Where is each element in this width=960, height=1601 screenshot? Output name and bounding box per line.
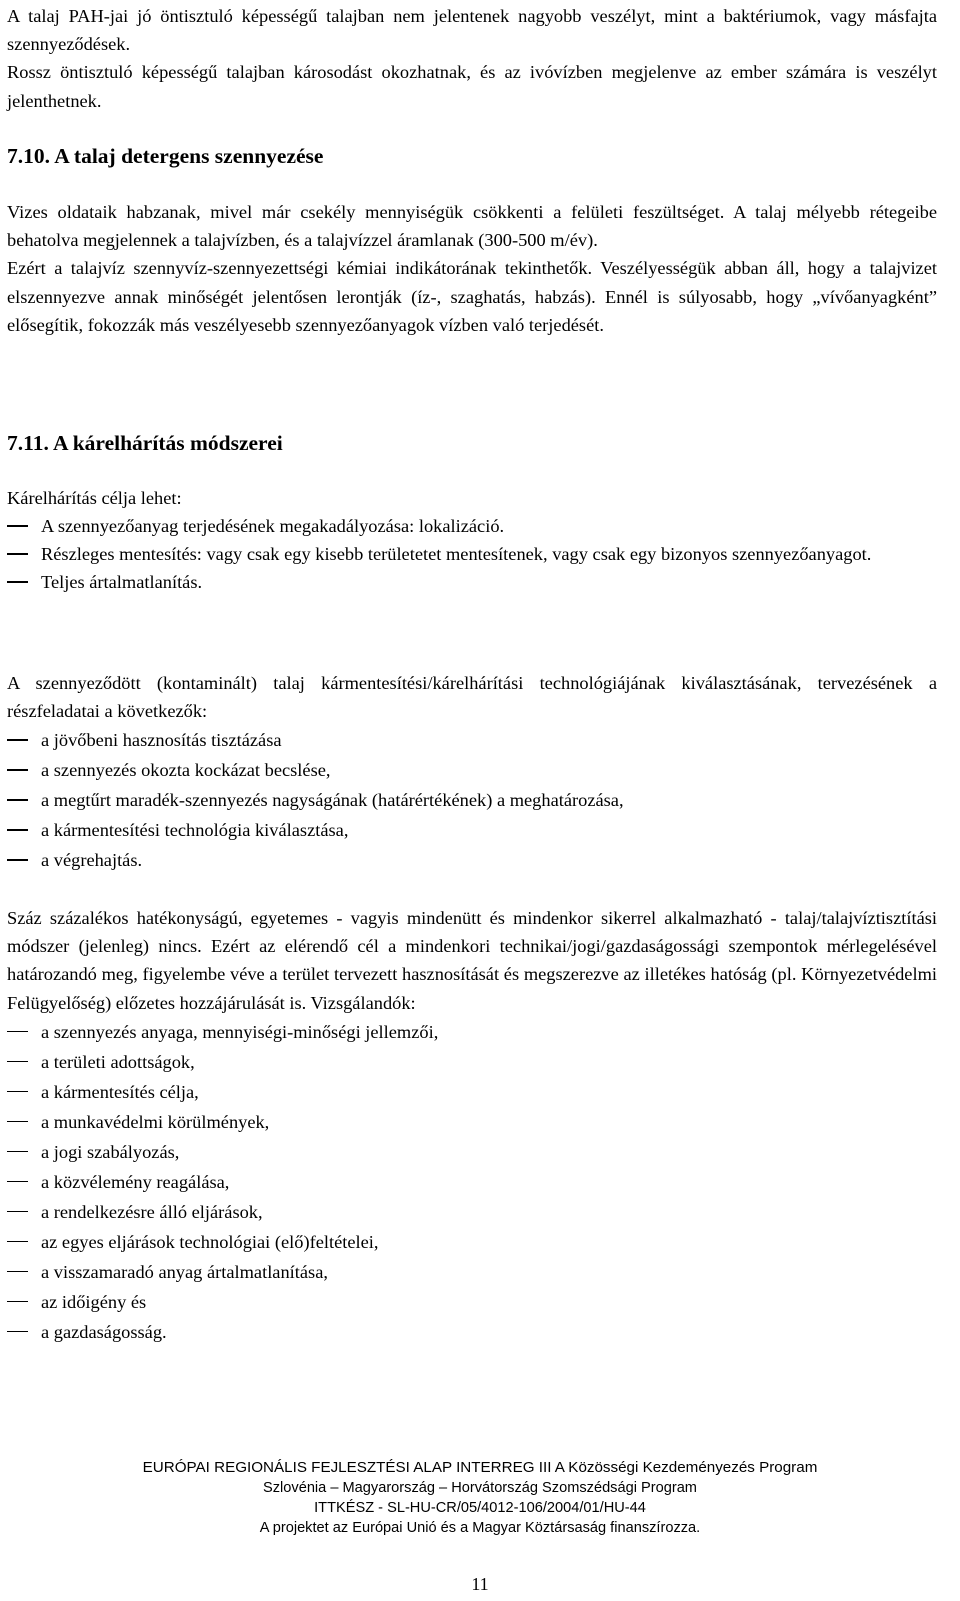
list-item: a kármentesítési technológia kiválasztása,	[7, 815, 937, 845]
list-item: a jogi szabályozás,	[7, 1137, 937, 1167]
remediation-goals-block	[7, 484, 937, 597]
list-item: a kármentesítés célja,	[7, 1077, 937, 1107]
list-item: a munkavédelmi körülmények,	[7, 1107, 937, 1137]
section-7-10-body	[7, 198, 937, 339]
intro-paragraph-1: A talaj PAH-jai jó öntisztuló képességű talajban nem jelentenek nagyobb veszélyt, mint a baktériumok, vagy másfajta szennyeződések.	[7, 6, 937, 55]
goals-list	[7, 512, 937, 596]
list-item: a rendelkezésre álló eljárások,	[7, 1197, 937, 1227]
list-item: a visszamaradó anyag ártalmatlanítása,	[7, 1257, 937, 1287]
list-item: az egyes eljárások technológiai (elő)feltételei,	[7, 1227, 937, 1257]
list-item: A szennyezőanyag terjedésének megakadályozása: lokalizáció.	[7, 512, 937, 540]
subtasks-list	[7, 725, 937, 875]
list-item: a jövőbeni hasznosítás tisztázása	[7, 725, 937, 755]
footer-program-line: EURÓPAI REGIONÁLIS FEJLESZTÉSI ALAP INTERREG III A Közösségi Kezdeményezés Program	[142, 1459, 818, 1476]
list-item: a területi adottságok,	[7, 1047, 937, 1077]
page-footer	[0, 1458, 960, 1538]
method-paragraph: Száz százalékos hatékonyságú, egyetemes - vagyis mindenütt és mindenkor sikerrel alkalmazható - talaj/talajvíztisztítási módszer (jelenleg) nincs. Ezért az elérendő cél a mindenkori technikai/jogi/gazdaságossági szempontok mérlegelésével határozandó meg, figyelembe véve a terület tervezett hasznosítását és megszerezve az illetékes hatóság (pl. Környezetvédelmi Felügyelőség) előzetes hozzájárulását is. Vizsgálandók:	[7, 908, 937, 1013]
list-item: a szennyezés okozta kockázat becslése,	[7, 755, 937, 785]
subtasks-block	[7, 669, 937, 875]
goals-intro: Kárelhárítás célja lehet:	[7, 488, 182, 508]
intro-block	[7, 2, 937, 115]
list-item: az időigény és	[7, 1287, 937, 1317]
footer-funding-line: A projektet az Európai Unió és a Magyar Köztársaság finanszírozza.	[259, 1520, 701, 1536]
examination-block	[7, 904, 937, 1347]
footer-project-code: ITTKÉSZ - SL-HU-CR/05/4012-106/2004/01/HU-44	[314, 1500, 646, 1516]
page-number: 11	[471, 1574, 489, 1594]
section-heading-7-11: 7.11. A kárelhárítás módszerei	[7, 431, 283, 455]
detergent-paragraph-2: Ezért a talajvíz szennyvíz-szennyezettségi kémiai indikátorának tekinthetők. Veszélyességük abban áll, hogy a talajvizet elszennyezve annak minőségét jelentősen lerontják (íz-, szaghatás, habzás). Ennél is súlyosabb, hogy „vívőanyagként” elősegítik, fokozzák más veszélyesebb szennyezőanyagok vízben való terjedését.	[7, 258, 937, 335]
detergent-paragraph-1: Vizes oldataik habzanak, mivel már csekély mennyiségük csökkenti a felületi feszültséget. A talaj mélyebb rétegeibe behatolva megjelennek a talajvízben, és a talajvízzel áramlanak (300-500 m/év).	[7, 202, 937, 251]
subtasks-intro: A szennyeződött (kontaminált) talaj kármentesítési/kárelhárítási technológiájának kiválasztásának, tervezésének a részfeladatai a következők:	[7, 673, 937, 722]
list-item: a megtűrt maradék-szennyezés nagyságának (határértékének) a meghatározása,	[7, 785, 937, 815]
examine-list	[7, 1017, 937, 1347]
list-item: a közvélemény reagálása,	[7, 1167, 937, 1197]
list-item: a szennyezés anyaga, mennyiségi-minőségi jellemzői,	[7, 1017, 937, 1047]
list-item: Részleges mentesítés: vagy csak egy kisebb területetet mentesítenek, vagy csak egy bizonyos szennyezőanyagot.	[7, 540, 937, 568]
list-item: Teljes ártalmatlanítás.	[7, 568, 937, 596]
footer-countries-line: Szlovénia – Magyarország – Horvátország Szomszédsági Program	[263, 1480, 697, 1496]
section-heading-7-10: 7.10. A talaj detergens szennyezése	[7, 144, 324, 168]
list-item: a gazdaságosság.	[7, 1317, 937, 1347]
list-item: a végrehajtás.	[7, 845, 937, 875]
intro-paragraph-2: Rossz öntisztuló képességű talajban károsodást okozhatnak, és az ivóvízben megjelenve az ember számára is veszélyt jelenthetnek.	[7, 62, 937, 111]
